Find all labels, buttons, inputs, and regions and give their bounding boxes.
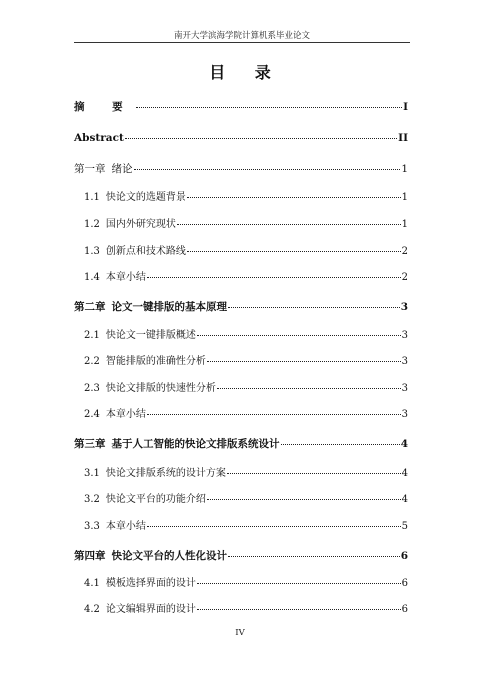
toc-entry-title: 快论文一键排版概述 — [105, 330, 196, 341]
toc-entry-number: 第三章 — [74, 438, 106, 450]
toc-entry-number: 1.4 — [84, 272, 100, 283]
toc-entry-label — [84, 520, 146, 534]
toc-entry-page: 6 — [400, 550, 408, 562]
toc-leader-dots — [147, 526, 401, 527]
toc-section-entry — [84, 577, 408, 591]
toc-leader-dots — [197, 335, 401, 336]
toc-entry-title: 快论文排版系统的设计方案 — [105, 468, 226, 479]
toc-entry-page: 3 — [401, 356, 408, 367]
toc-entry-page: 4 — [400, 438, 408, 450]
toc-entry-title: 国内外研究现状 — [105, 219, 176, 230]
toc-entry-label — [84, 355, 206, 369]
toc-entry-label — [84, 245, 186, 259]
toc-entry-page: I — [403, 101, 408, 113]
toc-entry-label — [74, 162, 133, 176]
toc-entry-title: 快论文平台的功能介绍 — [105, 494, 206, 505]
toc-entry-number: 2.3 — [84, 383, 100, 394]
toc-entry-page: 4 — [401, 468, 408, 479]
toc-section-entry — [84, 191, 408, 205]
toc-entry-number: 4.2 — [84, 604, 100, 615]
toc-entry-page: 4 — [401, 494, 408, 505]
running-header: 南开大学滨海学院计算机系毕业论文 — [173, 31, 310, 41]
toc-entry-title: 论文一键排版的基本原理 — [111, 301, 227, 313]
toc-leader-dots — [177, 224, 401, 225]
toc-section-entry — [84, 245, 408, 259]
toc-entry-page: 1 — [401, 219, 408, 230]
toc-entry-page: 3 — [401, 330, 408, 341]
toc-entry-label — [84, 382, 216, 396]
toc-entry-page: 1 — [401, 192, 408, 203]
toc-section-entry — [84, 467, 408, 481]
toc-entry-label — [84, 467, 226, 481]
toc-entry-title: 快论文的选题背景 — [105, 192, 186, 203]
toc-leader-dots — [134, 169, 401, 170]
toc-entry-label — [84, 191, 186, 205]
toc-entry-page: 2 — [401, 272, 408, 283]
toc-section-entry — [84, 408, 408, 422]
toc-entry-label — [84, 408, 146, 422]
toc-entry-title: 智能排版的准确性分析 — [105, 356, 206, 367]
toc-entry-number: 1.3 — [84, 246, 100, 257]
toc-entry-title: 本章小结 — [105, 521, 146, 532]
toc-chapter-entry — [74, 100, 408, 114]
toc-entry-number: 3.3 — [84, 521, 100, 532]
header-rule — [74, 42, 410, 43]
toc-entry-label — [74, 131, 124, 145]
toc-entry-title: 模板选择界面的设计 — [105, 578, 196, 589]
toc-title: 目 录 — [209, 63, 283, 82]
toc-entry-label — [84, 218, 176, 232]
toc-entry-title: 创新点和技术路线 — [105, 246, 186, 257]
toc-entry-title: 绪论 — [111, 163, 133, 175]
toc-chapter-entry — [74, 300, 408, 314]
toc-leader-dots — [207, 499, 401, 500]
toc-chapter-entry — [74, 131, 408, 145]
toc-entry-number: 第四章 — [74, 550, 106, 562]
toc-entry-title: 本章小结 — [105, 272, 146, 283]
toc-leader-dots — [136, 107, 402, 108]
toc-entry-title: 基于人工智能的快论文排版系统设计 — [111, 438, 280, 450]
toc-entry-page: 3 — [400, 301, 408, 313]
toc-entry-title: 论文编辑界面的设计 — [105, 604, 196, 615]
page-number: IV — [235, 628, 245, 638]
toc-chapter-entry — [74, 549, 408, 563]
toc-leader-dots — [125, 138, 397, 139]
toc-leader-dots — [147, 277, 401, 278]
toc-entry-label — [74, 549, 227, 563]
toc-entry-number: 1.2 — [84, 219, 100, 230]
toc-section-entry — [84, 603, 408, 617]
toc-leader-dots — [228, 556, 400, 557]
toc-entry-page: II — [398, 132, 408, 144]
toc-entry-number: 3.1 — [84, 468, 100, 479]
toc-chapter-entry — [74, 437, 408, 451]
toc-entry-page: 3 — [401, 409, 408, 420]
toc-entry-number: 4.1 — [84, 578, 100, 589]
toc-section-entry — [84, 382, 408, 396]
toc-entry-label — [84, 577, 196, 591]
toc-entry-page: 6 — [401, 604, 408, 615]
toc-entry-page: 6 — [401, 578, 408, 589]
toc-section-entry — [84, 271, 408, 285]
toc-entry-page: 1 — [401, 163, 408, 175]
toc-entry-number: 2.2 — [84, 356, 100, 367]
toc-entry-number: 第二章 — [74, 301, 106, 313]
toc-entry-number: 第一章 — [74, 163, 106, 175]
toc-entry-title: 摘 要 — [74, 101, 135, 113]
toc-entry-title: 快论文排版的快速性分析 — [105, 383, 216, 394]
toc-leader-dots — [207, 361, 401, 362]
toc-entry-title: 快论文平台的人性化设计 — [111, 550, 227, 562]
toc-leader-dots — [228, 307, 400, 308]
toc-leader-dots — [197, 609, 401, 610]
toc-section-entry — [84, 329, 408, 343]
toc-leader-dots — [187, 251, 401, 252]
toc-section-entry — [84, 520, 408, 534]
toc-section-entry — [84, 355, 408, 369]
toc-chapter-entry — [74, 162, 408, 176]
toc-leader-dots — [147, 414, 401, 415]
toc-leader-dots — [281, 444, 400, 445]
toc-entry-label — [74, 437, 280, 451]
toc-entry-title: 本章小结 — [105, 409, 146, 420]
toc-entry-number: 1.1 — [84, 192, 100, 203]
toc-entry-page: 2 — [401, 246, 408, 257]
toc-section-entry — [84, 493, 408, 507]
toc-entry-label — [84, 329, 196, 343]
toc-entry-label — [84, 271, 146, 285]
toc-entry-number: 2.4 — [84, 409, 100, 420]
toc-entry-number: 2.1 — [84, 330, 100, 341]
toc-entry-number: 3.2 — [84, 494, 100, 505]
toc-entry-label — [74, 300, 227, 314]
toc-leader-dots — [217, 388, 401, 389]
toc-entry-label — [84, 493, 206, 507]
toc-section-entry — [84, 218, 408, 232]
toc-leader-dots — [197, 583, 401, 584]
toc-entry-label — [74, 100, 135, 114]
toc-leader-dots — [187, 197, 401, 198]
toc-entry-label — [84, 603, 196, 617]
toc-leader-dots — [227, 473, 401, 474]
toc-entry-page: 5 — [401, 521, 408, 532]
toc-entry-page: 3 — [401, 383, 408, 394]
toc-entry-title: Abstract — [74, 132, 124, 144]
